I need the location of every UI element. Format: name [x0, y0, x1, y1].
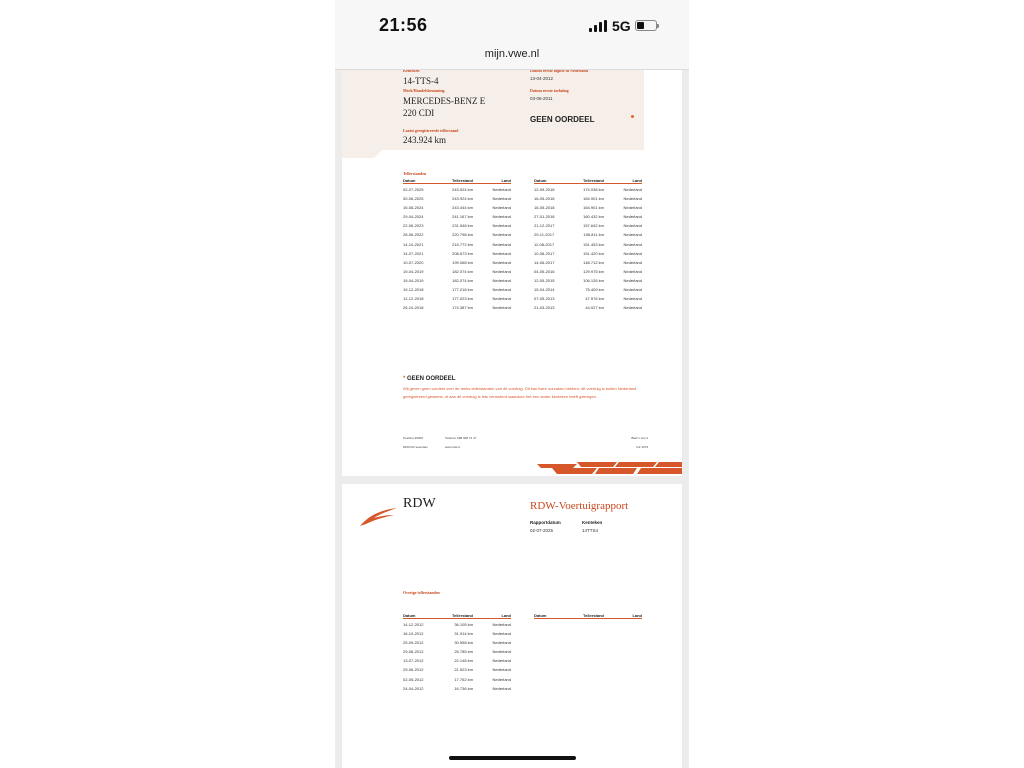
url-bar[interactable]: mijn.vwe.nl: [484, 48, 540, 60]
eerste-nl-label: Datum eerste afgifte in Nederland: [530, 70, 588, 73]
cell-tellerstand: 36.105 km: [454, 622, 473, 627]
cell-tellerstand: 156.811 km: [583, 232, 604, 238]
note-title: [403, 376, 455, 382]
table-row: [534, 305, 642, 314]
cell-land: Nederland: [623, 277, 642, 283]
cell-datum: 29-11-2017: [534, 232, 555, 238]
table-row: [403, 649, 511, 658]
cell-datum: 12-12-2018: [403, 296, 424, 302]
table-row: [403, 251, 511, 260]
phone-screen: [335, 0, 689, 768]
merk-line2: 220 CDI: [403, 108, 435, 118]
table-row: [534, 223, 642, 232]
cell-tellerstand: 243.924 km: [452, 187, 473, 192]
overige-table-right: [534, 613, 642, 619]
cell-tellerstand: 25.785 km: [454, 649, 473, 655]
cell-tellerstand: 160.432 km: [583, 214, 604, 220]
footer-page: Blad 1 van 4 3 E 1679: [631, 436, 648, 449]
cell-tellerstand: 21.523 km: [454, 667, 473, 673]
cell-land: Nederland: [492, 676, 511, 682]
cell-tellerstand: 174.038 km: [583, 187, 604, 192]
cell-datum: 30-06-2025: [403, 196, 424, 202]
cell-tellerstand: 17.762 km: [454, 676, 473, 682]
cell-datum: 29-06-2012: [403, 667, 424, 673]
cell-tellerstand: 47.576 km: [585, 296, 604, 302]
rapportdatum-value: 02-07-2025: [530, 528, 554, 533]
cell-datum: 29-04-2024: [403, 214, 424, 220]
cell-datum: 16-05-2018: [534, 205, 555, 211]
cell-land: Nederland: [492, 658, 511, 664]
table-row: [403, 278, 511, 287]
table-header: Datum Tellerstand Land: [534, 613, 642, 618]
table-header: Datum Tellerstand Land: [403, 613, 511, 618]
table-row: [403, 640, 511, 649]
cell-land: Nederland: [492, 268, 511, 274]
table-header: Datum Tellerstand Land: [534, 178, 642, 183]
cell-land: Nederland: [492, 241, 511, 247]
cell-datum: 28-06-2022: [403, 232, 424, 238]
cell-land: Nederland: [492, 259, 511, 265]
oordeel-value: GEEN OORDEEL: [530, 115, 595, 124]
table-row: [403, 187, 511, 196]
merk-label: Merk/Handelsbenaming: [403, 88, 445, 93]
cell-tellerstand: 243.444 km: [452, 205, 473, 211]
table-header: Datum Tellerstand Land: [403, 178, 511, 183]
rdw-brand: RDW: [403, 496, 436, 511]
cell-datum: 16-10-2012: [403, 631, 424, 637]
cell-datum: 14-06-2017: [534, 259, 555, 265]
cell-datum: 14-07-2021: [403, 250, 424, 256]
header-band-tail: [342, 150, 382, 158]
eerste-nl-value: 13-04-2012: [530, 76, 554, 81]
network-type: 5G: [612, 18, 631, 34]
tellerstanden-title: Tellerstanden: [403, 171, 427, 176]
cell-datum: 02-05-2012: [403, 676, 424, 682]
cell-land: Nederland: [623, 196, 642, 202]
cell-land: Nederland: [492, 640, 511, 646]
cell-datum: 15-04-2014: [534, 287, 555, 293]
note-star: *: [403, 376, 406, 382]
cell-land: Nederland: [623, 232, 642, 238]
table-row: [403, 214, 511, 223]
table-row: [403, 242, 511, 251]
cell-tellerstand: 148.712 km: [583, 259, 604, 265]
battery-icon: [635, 20, 657, 31]
table-row: [403, 287, 511, 296]
cell-datum: 13-07-2012: [403, 658, 424, 664]
footer-address: Postbus 30000 9640 RA Veendam: [403, 436, 429, 449]
teller-value: 243.924 km: [403, 135, 447, 145]
cell-tellerstand: 182.074 km: [452, 268, 473, 274]
footer-contact: Telefoon 088 008 74 47 www.rdw.nl: [445, 436, 477, 449]
kenteken-value: 14-TTS-4: [403, 76, 439, 86]
cell-datum: 10-07-2020: [403, 259, 424, 265]
cell-tellerstand: 231.548 km: [452, 223, 473, 229]
cell-tellerstand: 151.420 km: [583, 250, 604, 256]
cell-tellerstand: 208.673 km: [452, 250, 473, 256]
cell-datum: 29-08-2012: [403, 649, 424, 655]
table-row: [403, 622, 511, 631]
cell-land: Nederland: [492, 649, 511, 655]
cell-tellerstand: 22.148 km: [454, 658, 473, 664]
cell-datum: 16-05-2018: [534, 196, 555, 202]
cell-tellerstand: 182.074 km: [452, 277, 473, 283]
cell-tellerstand: 220.798 km: [452, 232, 473, 238]
document-page-1: [342, 70, 682, 476]
cell-datum: 04-05-2016: [534, 268, 555, 274]
cell-datum: 25-09-2012: [403, 640, 424, 646]
cell-datum: 11-08-2017: [534, 241, 555, 247]
cell-land: Nederland: [623, 214, 642, 220]
cell-land: Nederland: [492, 187, 511, 192]
tellerstanden-table-right: [534, 178, 642, 314]
cell-land: Nederland: [492, 667, 511, 673]
cell-land: Nederland: [623, 187, 642, 192]
eerste-toel-label: Datum eerste toelating: [530, 88, 569, 93]
home-indicator[interactable]: [449, 756, 576, 760]
table-row: [403, 631, 511, 640]
cell-tellerstand: 174.387 km: [452, 305, 473, 311]
cell-land: Nederland: [492, 205, 511, 211]
cell-land: Nederland: [623, 305, 642, 311]
cell-land: Nederland: [492, 232, 511, 238]
table-row: [534, 287, 642, 296]
table-row: [403, 677, 511, 686]
cell-tellerstand: 30.558 km: [454, 640, 473, 646]
cell-datum: 19-12-2018: [403, 287, 424, 293]
cell-datum: 12-05-2015: [534, 277, 555, 283]
table-row: [403, 667, 511, 676]
cell-tellerstand: 129.975 km: [583, 268, 604, 274]
kenteken-value: 14TTS4: [582, 528, 599, 533]
table-row: [534, 214, 642, 223]
cell-land: Nederland: [623, 241, 642, 247]
cell-land: Nederland: [492, 685, 511, 691]
cell-datum: 27-01-2018: [534, 214, 555, 220]
cell-land: Nederland: [623, 259, 642, 265]
cell-land: Nederland: [492, 250, 511, 256]
table-row: [534, 232, 642, 241]
cell-land: Nederland: [492, 631, 511, 637]
cell-tellerstand: 151.453 km: [583, 241, 604, 247]
cell-land: Nederland: [492, 277, 511, 283]
cell-datum: 10-08-2017: [534, 250, 555, 256]
rapportdatum-label: Rapportdatum: [530, 520, 561, 525]
cell-land: Nederland: [623, 205, 642, 211]
table-row: [534, 196, 642, 205]
cell-land: Nederland: [623, 250, 642, 256]
cell-land: Nederland: [492, 214, 511, 220]
table-row: [403, 260, 511, 269]
cell-tellerstand: 241.167 km: [452, 214, 473, 220]
table-row: [534, 260, 642, 269]
cell-datum: 22-06-2023: [403, 223, 424, 229]
table-row: [534, 269, 642, 278]
cell-datum: 12-09-2018: [534, 187, 555, 192]
cell-land: Nederland: [623, 296, 642, 302]
note-text: Wij geven geen oordeel over de reeks tellerstanden van dit voertuig. Dit kan twee oorzaken hebben: dit voertuig is buiten Nederland geregistreerd geweest, of aan dit voertuig is iets veranderd waardoor het een ander kenteken heeft gekregen.: [403, 386, 637, 399]
document-page-2: [342, 484, 682, 768]
cell-datum: 21-03-2013: [534, 305, 555, 311]
table-row: [403, 296, 511, 305]
kenteken-label: Kenteken: [582, 520, 603, 525]
cell-datum: 02-07-2025: [403, 187, 424, 192]
cell-datum: 15-08-2024: [403, 205, 424, 211]
table-row: [534, 187, 642, 196]
status-time: 21:56: [379, 15, 428, 35]
cell-datum: 14-12-2012: [403, 622, 424, 627]
cell-datum: 19-04-2019: [403, 277, 424, 283]
cell-tellerstand: 199.068 km: [452, 259, 473, 265]
table-row: [403, 196, 511, 205]
eerste-toel-value: 03-06-2011: [530, 96, 553, 101]
oordeel-marker-icon: [631, 115, 634, 118]
cell-land: Nederland: [492, 296, 511, 302]
table-row: [403, 223, 511, 232]
table-row: [534, 296, 642, 305]
header-band: [342, 70, 644, 150]
cell-land: Nederland: [492, 196, 511, 202]
cell-datum: 07-05-2013: [534, 296, 555, 302]
kenteken-label: Kenteken: [403, 70, 420, 73]
table-row: [534, 242, 642, 251]
cell-datum: 24-04-2012: [403, 685, 424, 691]
tellerstanden-table-left: [403, 178, 511, 314]
table-row: [403, 658, 511, 667]
table-row: [534, 251, 642, 260]
cell-tellerstand: 177.023 km: [452, 296, 473, 302]
cell-tellerstand: 164.901 km: [583, 196, 604, 202]
table-row: [403, 205, 511, 214]
teller-label: Laatst geregistreerde tellerstand: [403, 128, 459, 133]
merk-line1: MERCEDES-BENZ E: [403, 96, 486, 106]
cell-land: Nederland: [623, 268, 642, 274]
cell-tellerstand: 177.218 km: [452, 287, 473, 293]
status-bar: [335, 0, 689, 70]
table-row: [403, 269, 511, 278]
cell-land: Nederland: [623, 287, 642, 293]
table-row: [403, 305, 511, 314]
rdw-logo-icon: [358, 506, 398, 528]
cell-datum: 19-04-2019: [403, 268, 424, 274]
signal-icon: [589, 20, 607, 32]
cell-tellerstand: 106.126 km: [583, 277, 604, 283]
cell-land: Nederland: [492, 287, 511, 293]
overige-title: Overige tellerstanden: [403, 590, 440, 595]
cell-tellerstand: 157.642 km: [583, 223, 604, 229]
cell-tellerstand: 243.924 km: [452, 196, 473, 202]
cell-tellerstand: 16.736 km: [454, 685, 473, 691]
note-title-text: GEEN OORDEEL: [407, 376, 456, 382]
cell-tellerstand: 215.772 km: [452, 241, 473, 247]
table-row: [534, 278, 642, 287]
cell-tellerstand: 31.914 km: [454, 631, 473, 637]
cell-datum: 21-12-2017: [534, 223, 555, 229]
table-row: [403, 686, 511, 695]
cell-land: Nederland: [492, 223, 511, 229]
cell-datum: 26-10-2018: [403, 305, 424, 311]
rdw-stripes-icon: [537, 462, 682, 476]
cell-tellerstand: 164.901 km: [583, 205, 604, 211]
cell-tellerstand: 75.409 km: [585, 287, 604, 293]
report-title: RDW-Voertuigrapport: [530, 500, 629, 512]
cell-datum: 14-10-2021: [403, 241, 424, 247]
cell-land: Nederland: [623, 223, 642, 229]
cell-tellerstand: 44.027 km: [585, 305, 604, 311]
overige-table-left: [403, 613, 511, 695]
cell-land: Nederland: [492, 622, 511, 627]
table-row: [403, 232, 511, 241]
table-row: [534, 205, 642, 214]
cell-land: Nederland: [492, 305, 511, 311]
